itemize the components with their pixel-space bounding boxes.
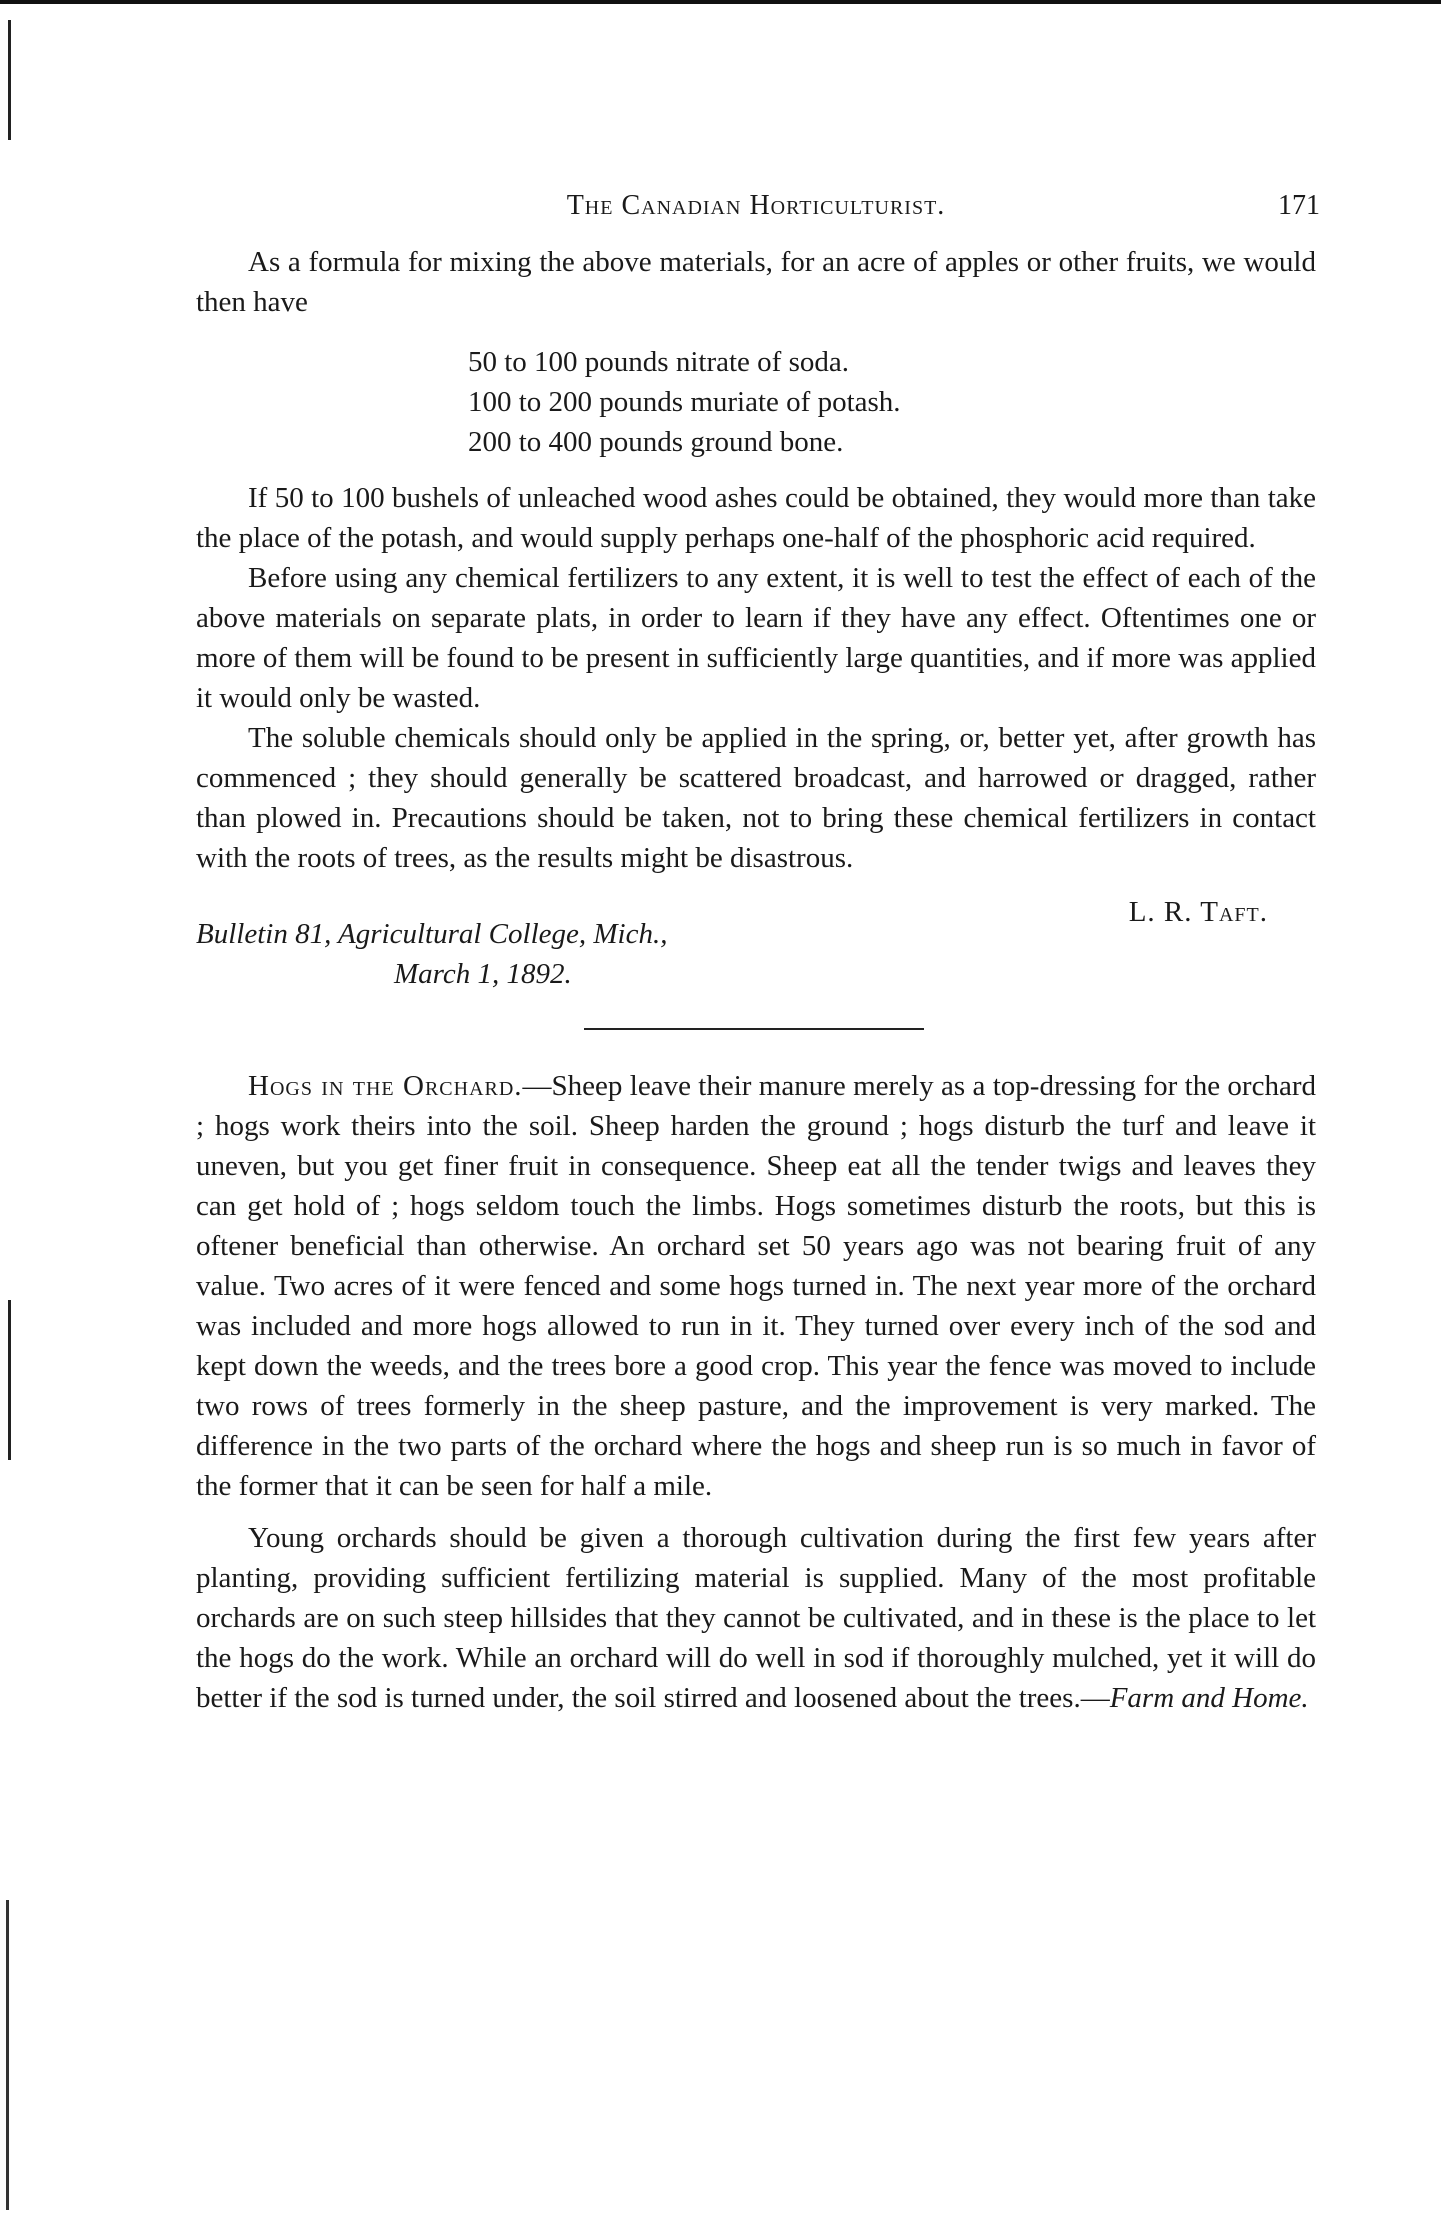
paragraph (196, 1518, 1316, 1718)
page-number: 171 (1278, 190, 1320, 221)
scan-border-top (0, 0, 1441, 4)
page-body (196, 186, 1320, 1718)
signature-block (196, 892, 1316, 1002)
source-date: March 1, 1892. (394, 958, 572, 990)
paragraph-text: —Sheep leave their manure merely as a top-dressing for the orchard ; hogs work theirs into the soil. Sheep harden the ground ; hogs disturb the turf and leave it uneven, but you get finer fruit in consequence. Sheep eat all the tender twigs and leaves they can get hold of ; hogs seldom touch the limbs. Hogs sometimes disturb the roots, but this is oftener beneficial than otherwise. An orchard set 50 years ago was not bearing fruit of any value. Two acres of it were fenced and some hogs turned in. The next year more of the orchard was included and more hogs allowed to run in it. They turned over every inch of the sod and kept down the weeds, and the trees bore a good crop. This year the fence was moved to include two rows of trees formerly in the sheep pasture, and the improvement is very marked. The difference in the two parts of the orchard where the hogs and sheep run is so much in favor of the former that it can be seen for half a mile. (196, 1070, 1316, 1502)
paragraph (196, 1066, 1316, 1506)
paragraph: As a formula for mixing the above materials, for an acre of apples or other fruits, we would then have (196, 246, 1316, 318)
author-name: L. R. Taft. (1128, 896, 1268, 928)
scan-border-left (6, 1900, 9, 2210)
formula-list (468, 342, 1316, 462)
paragraph: Before using any chemical fertilizers to any extent, it is well to test the effect of each of the above materials on separate plats, in order to learn if they have any effect. Oftentimes one or more of them will be found to be present in sufficiently large quantities, and if more was applied it would only be wasted. (196, 562, 1316, 714)
scan-border-left (8, 1300, 11, 1460)
running-header (196, 186, 1320, 226)
paragraph-text: Young orchards should be given a thorough cultivation during the first few years after planting, providing sufficient fertilizing material is supplied. Many of the most profitable orchards are on such steep hillsides that they cannot be cultivated, and in these is the place to let the hogs do the work. While an orchard will do well in sod if thoroughly mulched, yet it will do better if the sod is turned under, the soil stirred and loosened about the trees.— (196, 1522, 1316, 1714)
formula-line: 50 to 100 pounds nitrate of soda. (468, 346, 849, 378)
paragraph: The soluble chemicals should only be applied in the spring, or, better yet, after growth has commenced ; they should generally be scattered broadcast, and harrowed or dragged, rather than plowed in. Precautions should be taken, not to bring these chemical fertilizers in contact with the roots of trees, as the results might be disastrous. (196, 722, 1316, 874)
formula-line: 100 to 200 pounds muriate of potash. (468, 386, 901, 418)
journal-title: The Canadian Horticulturist. (566, 190, 946, 221)
source-credit: Farm and Home. (1109, 1682, 1309, 1714)
article-heading: Hogs in the Orchard. (248, 1070, 523, 1102)
source-citation: Bulletin 81, Agricultural College, Mich., (196, 918, 668, 950)
formula-line: 200 to 400 pounds ground bone. (468, 426, 844, 458)
section-divider (584, 1028, 924, 1030)
paragraph: If 50 to 100 bushels of unleached wood ashes could be obtained, they would more than take the place of the potash, and would supply perhaps one-half of the phosphoric acid required. (196, 482, 1316, 554)
scan-border-left (8, 20, 11, 140)
